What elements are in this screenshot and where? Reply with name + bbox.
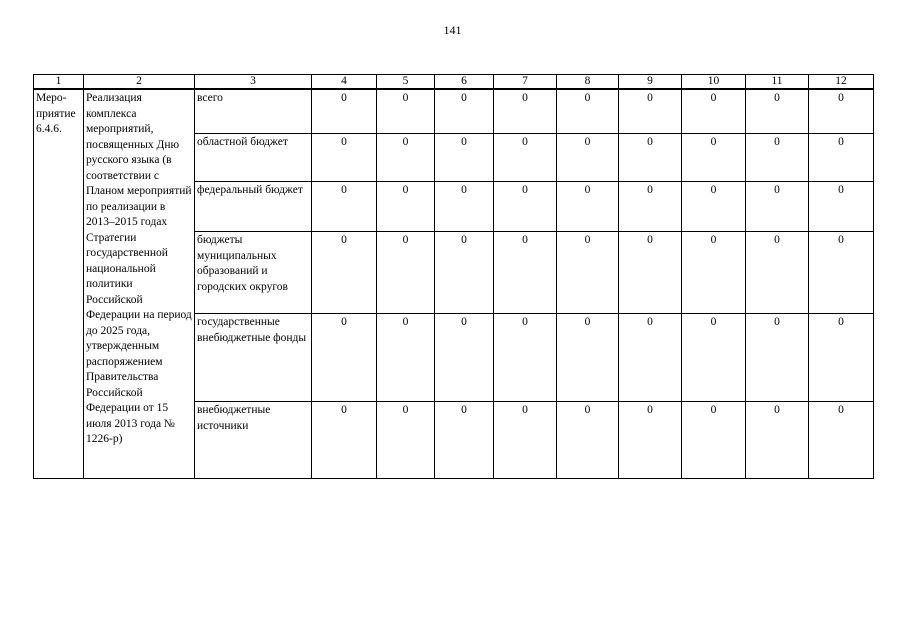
value-cell: 0 <box>557 232 619 314</box>
budget-table <box>33 74 874 479</box>
funding-source: всего <box>195 89 312 134</box>
value-cell: 0 <box>809 134 874 182</box>
value-cell: 0 <box>746 182 809 232</box>
value-cell: 0 <box>619 402 682 479</box>
value-cell: 0 <box>494 314 557 402</box>
header-col-2: 2 <box>84 75 195 90</box>
value-cell: 0 <box>312 89 377 134</box>
value-cell: 0 <box>494 134 557 182</box>
value-cell: 0 <box>494 232 557 314</box>
value-cell: 0 <box>312 134 377 182</box>
funding-source: областной бюджет <box>195 134 312 182</box>
value-cell: 0 <box>619 89 682 134</box>
funding-source: федеральный бюджет <box>195 182 312 232</box>
value-cell: 0 <box>557 134 619 182</box>
value-cell: 0 <box>746 134 809 182</box>
value-cell: 0 <box>435 402 494 479</box>
value-cell: 0 <box>312 314 377 402</box>
funding-source: государственные внебюджетные фонды <box>195 314 312 402</box>
value-cell: 0 <box>746 89 809 134</box>
header-col-9: 9 <box>619 75 682 90</box>
value-cell: 0 <box>377 402 435 479</box>
header-col-4: 4 <box>312 75 377 90</box>
value-cell: 0 <box>619 134 682 182</box>
value-cell: 0 <box>682 314 746 402</box>
value-cell: 0 <box>619 314 682 402</box>
measure-code: Меро-приятие 6.4.6. <box>34 89 84 479</box>
value-cell: 0 <box>312 402 377 479</box>
header-col-3: 3 <box>195 75 312 90</box>
header-col-8: 8 <box>557 75 619 90</box>
value-cell: 0 <box>746 314 809 402</box>
value-cell: 0 <box>682 134 746 182</box>
value-cell: 0 <box>746 232 809 314</box>
funding-source: бюджеты муниципальных образований и городских округов <box>195 232 312 314</box>
value-cell: 0 <box>682 232 746 314</box>
value-cell: 0 <box>435 89 494 134</box>
value-cell: 0 <box>809 314 874 402</box>
value-cell: 0 <box>435 182 494 232</box>
value-cell: 0 <box>377 232 435 314</box>
value-cell: 0 <box>682 182 746 232</box>
value-cell: 0 <box>435 314 494 402</box>
value-cell: 0 <box>557 89 619 134</box>
header-col-5: 5 <box>377 75 435 90</box>
value-cell: 0 <box>746 402 809 479</box>
value-cell: 0 <box>557 314 619 402</box>
value-cell: 0 <box>682 89 746 134</box>
value-cell: 0 <box>377 182 435 232</box>
value-cell: 0 <box>494 89 557 134</box>
value-cell: 0 <box>809 402 874 479</box>
page-number: 141 <box>443 23 462 37</box>
value-cell: 0 <box>682 402 746 479</box>
header-row <box>34 75 874 90</box>
value-cell: 0 <box>557 182 619 232</box>
value-cell: 0 <box>557 402 619 479</box>
funding-source: внебюджетные источники <box>195 402 312 479</box>
value-cell: 0 <box>377 89 435 134</box>
value-cell: 0 <box>377 314 435 402</box>
header-col-12: 12 <box>809 75 874 90</box>
table-row <box>34 89 874 134</box>
value-cell: 0 <box>377 134 435 182</box>
value-cell: 0 <box>619 232 682 314</box>
value-cell: 0 <box>435 134 494 182</box>
header-col-6: 6 <box>435 75 494 90</box>
value-cell: 0 <box>312 182 377 232</box>
value-cell: 0 <box>435 232 494 314</box>
header-col-11: 11 <box>746 75 809 90</box>
header-col-7: 7 <box>494 75 557 90</box>
value-cell: 0 <box>312 232 377 314</box>
value-cell: 0 <box>809 89 874 134</box>
value-cell: 0 <box>494 182 557 232</box>
value-cell: 0 <box>809 182 874 232</box>
value-cell: 0 <box>494 402 557 479</box>
value-cell: 0 <box>809 232 874 314</box>
header-col-1: 1 <box>34 75 84 90</box>
measure-description: Реализация комплекса мероприятий, посвященных Дню русского языка (в соответствии с Планом мероприятий по реализации в 2013–2015 годах Стратегии государственной национальной политики Российской Федерации на период до 2025 года, утвержденным распоряжением Правительства Российской Федерации от 15 июля 2013 года № 1226-р) <box>84 89 195 479</box>
header-col-10: 10 <box>682 75 746 90</box>
value-cell: 0 <box>619 182 682 232</box>
